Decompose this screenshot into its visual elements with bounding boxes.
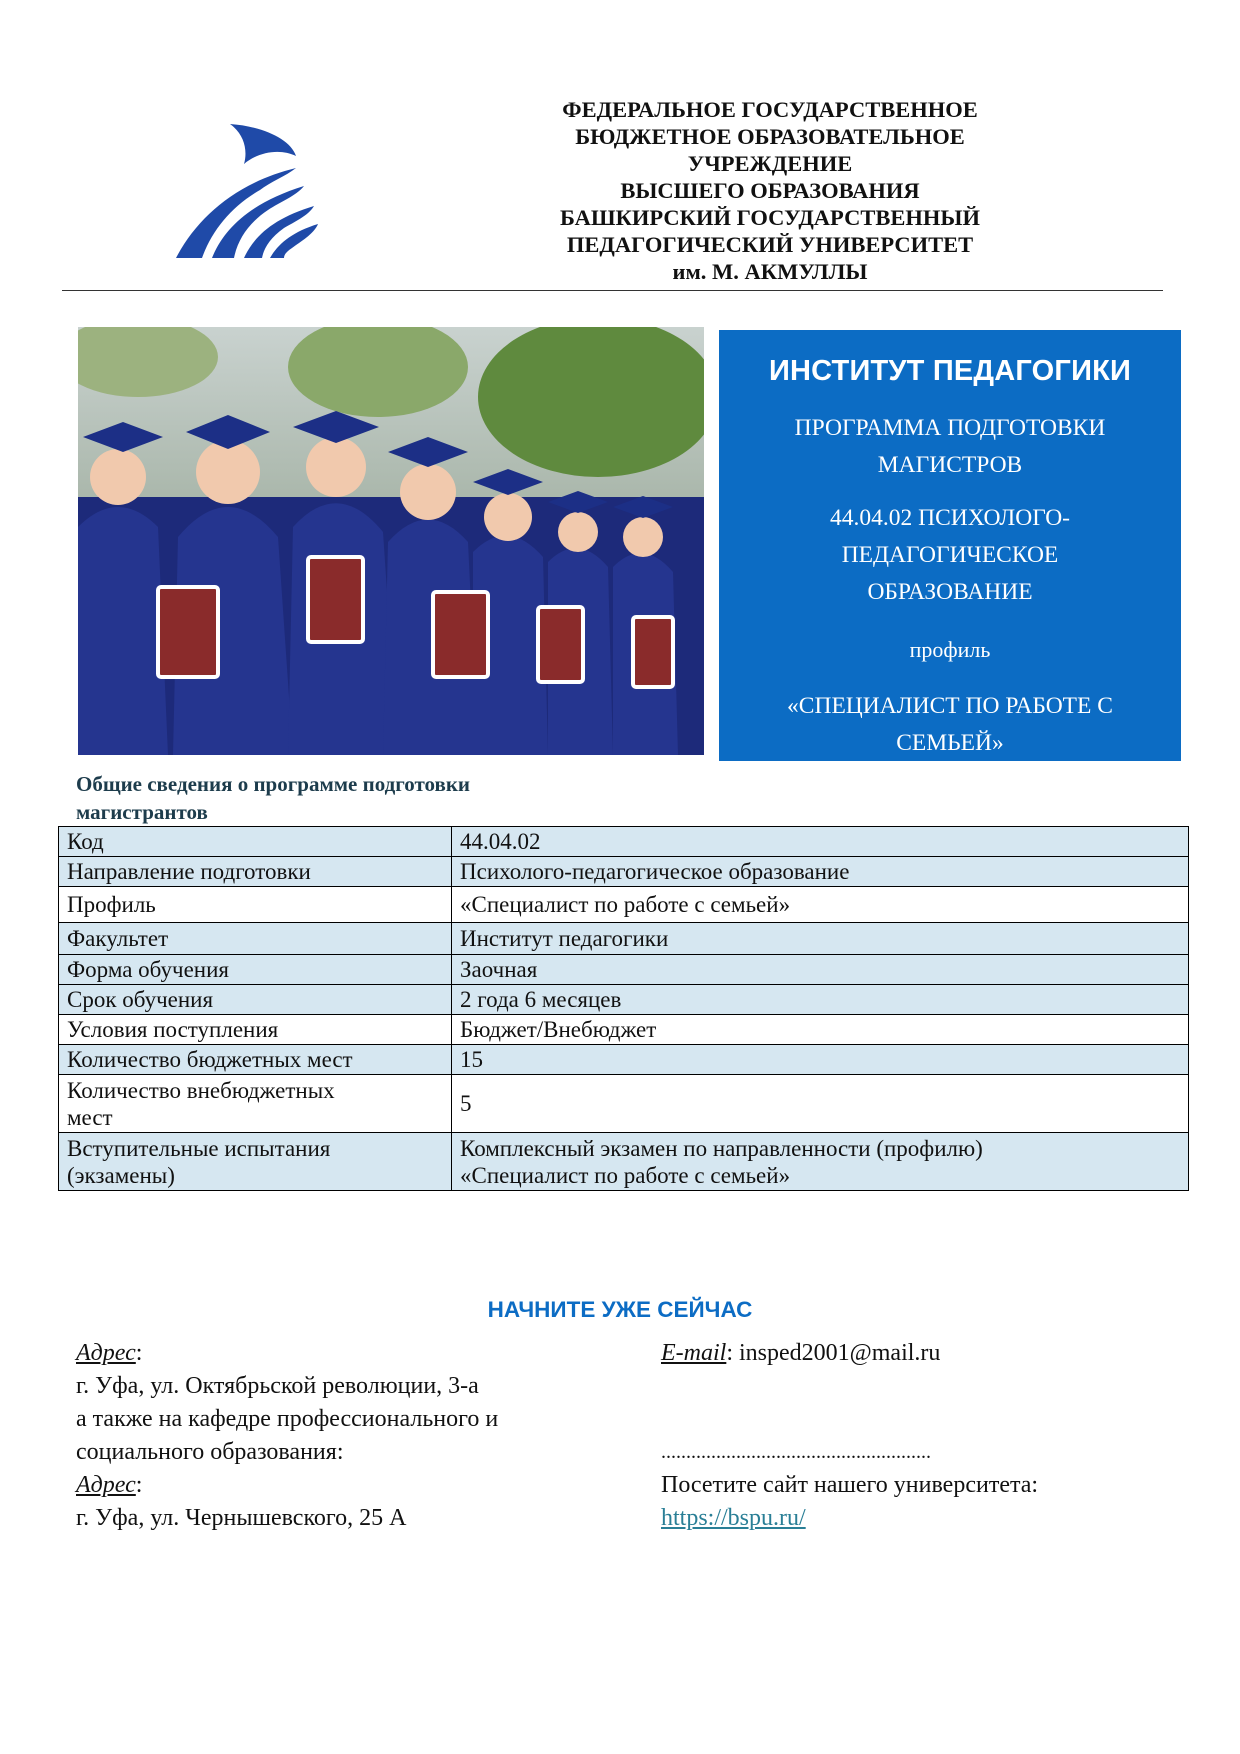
table-row	[59, 985, 1189, 1015]
profile-line: «СПЕЦИАЛИСТ ПО РАБОТЕ С	[787, 693, 1113, 719]
also-text: а также на кафедре профессионального и	[76, 1406, 499, 1432]
email-address[interactable]: insped2001@mail.ru	[739, 1340, 941, 1366]
also-text: социального образования:	[76, 1439, 344, 1465]
direction-line: ОБРАЗОВАНИЕ	[867, 579, 1033, 605]
address-value: г. Уфа, ул. Чернышевского, 25 А	[76, 1505, 407, 1531]
table-cell-label: Условия поступления	[59, 1015, 452, 1045]
section-title	[76, 770, 636, 826]
table-cell-label-line: Вступительные испытания	[67, 1135, 331, 1161]
table-cell-value: Заочная	[452, 955, 1189, 985]
table-cell-value	[452, 1133, 1189, 1191]
table-cell-label-line: Количество внебюджетных	[67, 1077, 335, 1103]
table-cell-value: Бюджет/Внебюджет	[452, 1015, 1189, 1045]
table-cell-label-line: (экзамены)	[67, 1162, 175, 1188]
table-row	[59, 887, 1189, 923]
table-cell-value: 15	[452, 1045, 1189, 1075]
section-title-line: Общие сведения о программе подготовки	[76, 772, 471, 796]
university-name	[520, 96, 1020, 285]
profile-label: профиль	[909, 637, 991, 662]
table-row	[59, 923, 1189, 955]
program-title-line: МАГИСТРОВ	[877, 452, 1023, 478]
university-name-line: им. М. АКМУЛЛЫ	[672, 259, 868, 284]
table-cell-label: Количество бюджетных мест	[59, 1045, 452, 1075]
program-info-box	[719, 330, 1181, 761]
table-row	[59, 1133, 1189, 1191]
direction-line: ПЕДАГОГИЧЕСКОЕ	[841, 542, 1059, 568]
contacts-right	[661, 1337, 1038, 1535]
profile-line: СЕМЬЕЙ»	[896, 730, 1004, 756]
table-cell-label: Срок обучения	[59, 985, 452, 1015]
table-cell-value: 44.04.02	[452, 827, 1189, 857]
dotted-separator: ......................................................	[661, 1441, 931, 1463]
university-site-link[interactable]: https://bspu.ru/	[661, 1505, 806, 1531]
institute-title: ИНСТИТУТ ПЕДАГОГИКИ	[768, 355, 1132, 387]
table-cell-label: Факультет	[59, 923, 452, 955]
table-row	[59, 857, 1189, 887]
table-row	[59, 955, 1189, 985]
table-cell-value: Психолого-педагогическое образование	[452, 857, 1189, 887]
call-to-action: НАЧНИТЕ УЖЕ СЕЙЧАС	[487, 1297, 753, 1322]
university-logo	[168, 120, 328, 265]
university-name-line: УЧРЕЖДЕНИЕ	[687, 151, 853, 176]
header-divider	[62, 290, 1163, 291]
university-name-line: БАШКИРСКИЙ ГОСУДАРСТВЕННЫЙ	[560, 205, 980, 230]
table-row	[59, 1045, 1189, 1075]
table-cell-value-line: Комплексный экзамен по направленности (профилю)	[460, 1135, 983, 1161]
table-cell-label	[59, 1133, 452, 1191]
address-label: Адрес	[76, 1472, 136, 1498]
direction-line: 44.04.02 ПСИХОЛОГО-	[829, 505, 1071, 531]
address-value: г. Уфа, ул. Октябрьской революции, 3-а	[76, 1373, 479, 1399]
address-line: Адрес:	[76, 1472, 143, 1498]
table-cell-value-line: «Специалист по работе с семьей»	[460, 1162, 791, 1188]
university-name-line: ФЕДЕРАЛЬНОЕ ГОСУДАРСТВЕННОЕ	[562, 97, 978, 122]
table-cell-label: Форма обучения	[59, 955, 452, 985]
email-label: E-mail	[661, 1340, 727, 1366]
table-cell-label: Направление подготовки	[59, 857, 452, 887]
table-cell-value: 2 года 6 месяцев	[452, 985, 1189, 1015]
address-label: Адрес	[76, 1340, 136, 1366]
email-line: E-mail: insped2001@mail.ru	[661, 1340, 941, 1366]
university-name-line: ВЫСШЕГО ОБРАЗОВАНИЯ	[620, 178, 920, 203]
table-cell-value: 5	[452, 1075, 1189, 1133]
table-cell-label: Профиль	[59, 887, 452, 923]
table-row	[59, 1015, 1189, 1045]
program-info-table	[58, 826, 1189, 1191]
spacer	[661, 1370, 1038, 1436]
address-line: Адрес:	[76, 1340, 143, 1366]
university-name-line: ПЕДАГОГИЧЕСКИЙ УНИВЕРСИТЕТ	[566, 232, 974, 257]
table-cell-label-line: мест	[67, 1104, 113, 1130]
table-cell-value: «Специалист по работе с семьей»	[452, 887, 1189, 923]
table-row	[59, 827, 1189, 857]
visit-text: Посетите сайт нашего университета:	[661, 1472, 1039, 1498]
section-title-line: магистрантов	[76, 800, 208, 824]
table-cell-label: Код	[59, 827, 452, 857]
university-name-line: БЮДЖЕТНОЕ ОБРАЗОВАТЕЛЬНОЕ	[575, 124, 965, 149]
table-cell-value: Институт педагогики	[452, 923, 1189, 955]
program-title-line: ПРОГРАММА ПОДГОТОВКИ	[794, 415, 1106, 441]
graduates-photo	[78, 327, 704, 755]
contacts-left	[76, 1337, 498, 1535]
table-cell-label	[59, 1075, 452, 1133]
table-row	[59, 1075, 1189, 1133]
